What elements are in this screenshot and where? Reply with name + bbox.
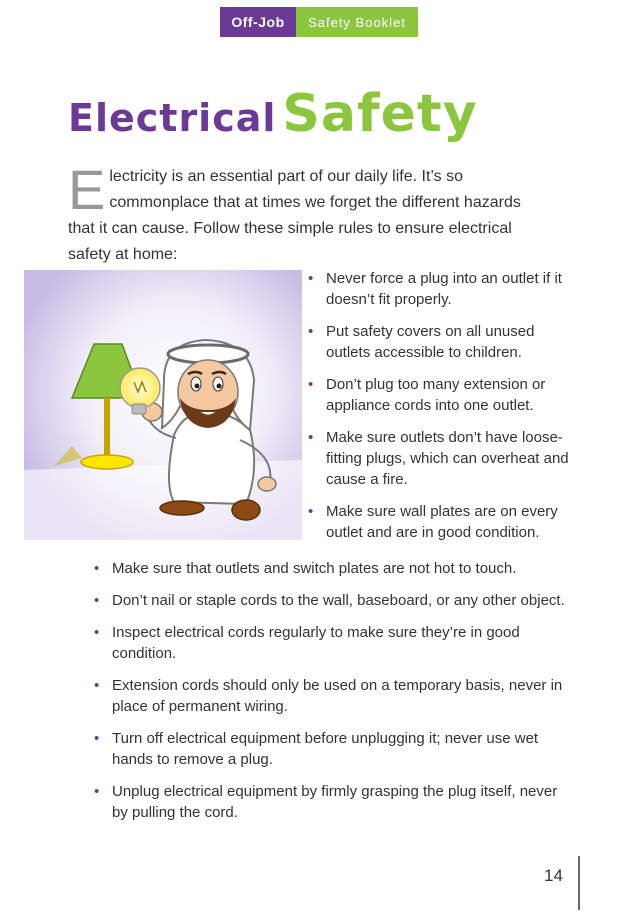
bullet-icon: • [308, 270, 314, 287]
bullet-list-bottom [94, 558, 572, 834]
bullet-icon: • [94, 730, 100, 747]
bullet-list-right [308, 268, 580, 554]
list-item: • Make sure outlets don’t have loose-fitting plugs, which can overheat and cause a fire. [308, 429, 569, 488]
list-item: • Never force a plug into an outlet if it doesn’t fit properly. [308, 270, 562, 308]
header-banner [220, 7, 418, 37]
intro-text: lectricity is an essential part of our daily life. It’s so commonplace that at times we forget the different hazards that it can cause. Follow these simple rules to ensure electrical safety at home: [68, 168, 521, 263]
page-number: 14 [544, 866, 563, 885]
illustration [24, 270, 302, 540]
list-item: • Turn off electrical equipment before unplugging it; never use wet hands to remove a plug. [94, 730, 539, 768]
intro-dropcap: E [68, 158, 106, 221]
list-item: • Make sure that outlets and switch plates are not hot to touch. [94, 560, 517, 577]
bullet-icon: • [308, 376, 314, 393]
list-item: • Don’t plug too many extension or appliance cords into one outlet. [308, 376, 546, 414]
list-item: • Don’t nail or staple cords to the wall, baseboard, or any other object. [94, 592, 565, 609]
header-safety-booklet: Safety Booklet [296, 7, 418, 37]
bullet-icon: • [94, 592, 100, 609]
intro-paragraph [68, 158, 548, 268]
list-item: • Extension cords should only be used on a temporary basis, never in place of permanent wiring. [94, 677, 563, 715]
bullet-icon: • [308, 323, 314, 340]
title-electrical: Electrical [68, 96, 277, 140]
bullet-icon: • [94, 624, 100, 641]
page-number-rule [578, 856, 580, 910]
cartoon-man-with-lamp-illustration [24, 270, 302, 540]
list-item: • Make sure wall plates are on every outlet and are in good condition. [308, 503, 558, 541]
bullet-icon: • [94, 783, 100, 800]
bullet-icon: • [308, 503, 314, 520]
bullet-icon: • [94, 677, 100, 694]
page-title [68, 84, 478, 144]
list-item: • Inspect electrical cords regularly to make sure they’re in good condition. [94, 624, 520, 662]
list-item: • Unplug electrical equipment by firmly grasping the plug itself, never by pulling the cord. [94, 783, 558, 821]
bullet-icon: • [308, 429, 314, 446]
header-off-job: Off-Job [220, 7, 296, 37]
title-safety: Safety [282, 84, 478, 144]
list-item: • Put safety covers on all unused outlets accessible to children. [308, 323, 535, 361]
bullet-icon: • [94, 560, 100, 577]
